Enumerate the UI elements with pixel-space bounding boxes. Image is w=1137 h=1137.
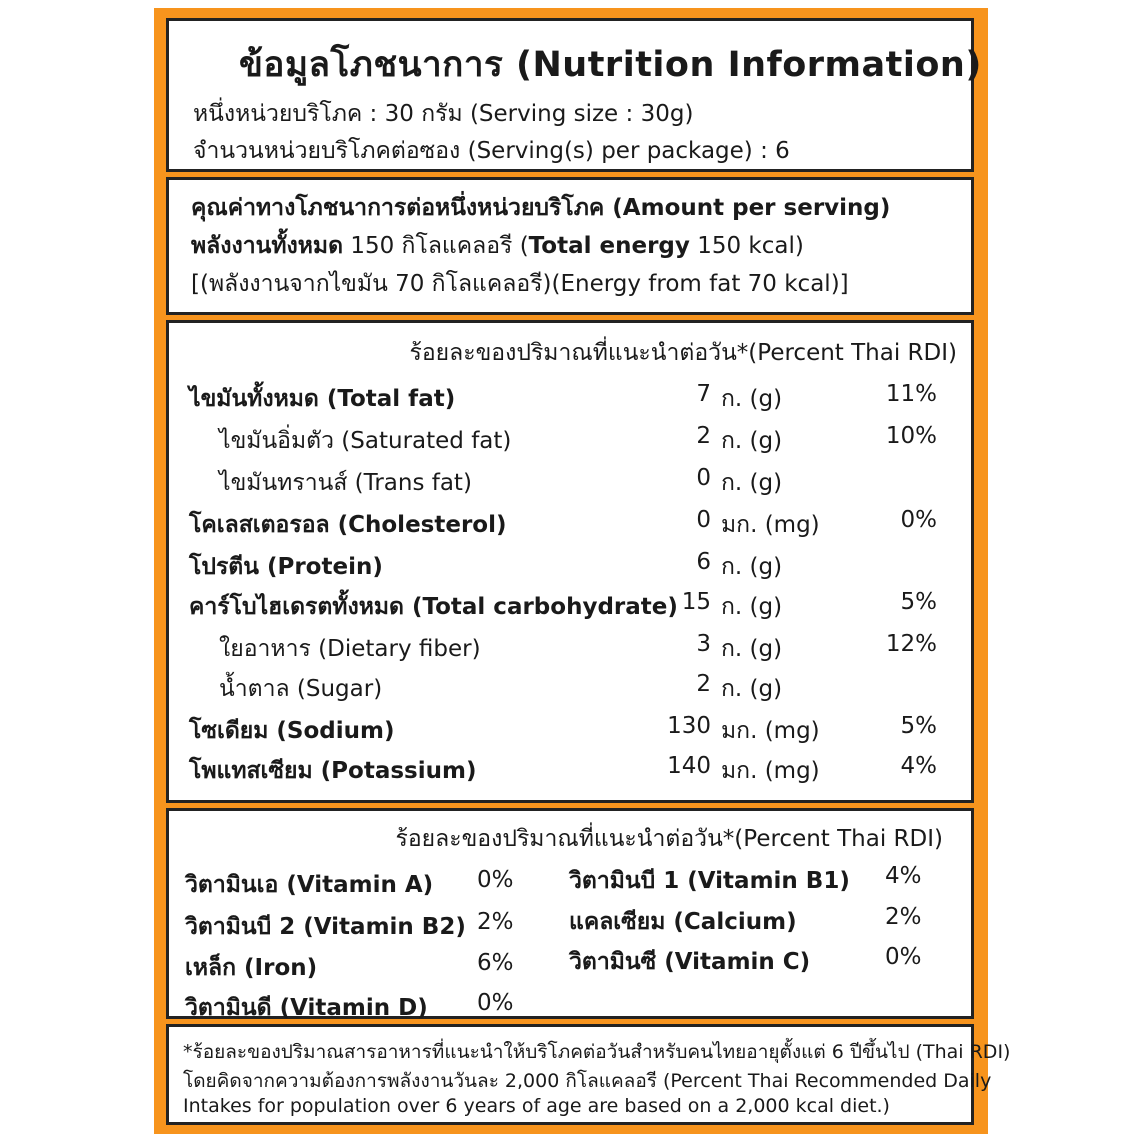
nutrient-label: ใยอาหาร (Dietary fiber) [219, 636, 481, 662]
vitamin-label: วิตามินเอ (Vitamin A) [185, 872, 434, 898]
energy-from-fat: [(พลังงานจากไขมัน 70 กิโลแคลอรี)(Energy from fat 70 kcal)] [191, 271, 849, 297]
rdi-header: ร้อยละของปริมาณที่แนะนำต่อวัน*(Percent Thai RDI) [395, 826, 943, 852]
servings-per-package: จำนวนหน่วยบริโภคต่อซอง (Serving(s) per package) : 6 [193, 138, 790, 164]
nutrient-unit: มก. (mg) [721, 512, 820, 538]
vitamin-label: แคลเซียม (Calcium) [569, 909, 797, 935]
nutrient-label: ไขมันทั้งหมด (Total fat) [189, 386, 456, 412]
vitamin-percent: 4% [885, 863, 922, 889]
nutrient-amount: 0 [696, 465, 711, 491]
vitamin-label: วิตามินดี (Vitamin D) [185, 995, 428, 1021]
total-energy-value-en: 150 kcal) [697, 233, 804, 259]
nutrient-amount: 6 [696, 549, 711, 575]
vitamin-label: วิตามินบี 1 (Vitamin B1) [569, 868, 850, 894]
nutrient-amount: 130 [667, 713, 711, 739]
nutrient-unit: มก. (mg) [721, 758, 820, 784]
total-energy-value-th: 150 กิโลแคลอรี ( [350, 233, 529, 259]
total-energy-label-th: พลังงานทั้งหมด [191, 233, 344, 259]
vitamin-label: เหล็ก (Iron) [185, 955, 318, 981]
nutrients-section [166, 320, 974, 803]
nutrient-unit: ก. (g) [721, 636, 783, 662]
nutrient-unit: ก. (g) [721, 676, 783, 702]
nutrient-unit: ก. (g) [721, 594, 783, 620]
nutrient-amount: 2 [696, 423, 711, 449]
footnote-section [166, 1024, 1011, 1125]
nutrient-amount: 3 [696, 631, 711, 657]
nutrient-percent: 4% [900, 753, 937, 779]
vitamin-percent: 6% [477, 950, 514, 976]
nutrition-label [166, 18, 1011, 1125]
page-title: ข้อมูลโภชนาการ (Nutrition Information) [239, 45, 982, 85]
nutrient-percent: 0% [900, 507, 937, 533]
vitamin-label: วิตามินซี (Vitamin C) [569, 949, 811, 975]
total-energy-label-en: Total energy [528, 233, 690, 259]
nutrient-amount: 140 [667, 753, 711, 779]
nutrient-amount: 0 [696, 507, 711, 533]
footnote-line: Intakes for population over 6 years of age are based on a 2,000 kcal diet.) [183, 1095, 890, 1117]
energy-section [166, 177, 974, 315]
nutrient-unit: ก. (g) [721, 428, 783, 454]
header-section [166, 18, 982, 172]
nutrient-label: โคเลสเตอรอล (Cholesterol) [189, 512, 507, 538]
nutrient-label: ไขมันทรานส์ (Trans fat) [219, 470, 472, 496]
total-energy [191, 228, 804, 264]
nutrient-amount: 7 [696, 381, 711, 407]
nutrient-unit: ก. (g) [721, 554, 783, 580]
vitamins-section [166, 808, 974, 1019]
nutrient-unit: มก. (mg) [721, 718, 820, 744]
nutrient-percent: 11% [885, 381, 937, 407]
nutrient-amount: 2 [696, 671, 711, 697]
footnote-line: โดยคิดจากความต้องการพลังงานวันละ 2,000 กิโลแคลอรี (Percent Thai Recommended Daily [183, 1070, 992, 1092]
nutrient-label: คาร์โบไฮเดรตทั้งหมด (Total carbohydrate) [189, 594, 678, 620]
nutrient-unit: ก. (g) [721, 470, 783, 496]
amount-per-serving: คุณค่าทางโภชนาการต่อหนึ่งหน่วยบริโภค (Amount per serving) [191, 195, 891, 221]
nutrient-label: โพแทสเซียม (Potassium) [189, 758, 477, 784]
nutrient-label: โซเดียม (Sodium) [189, 718, 395, 744]
vitamin-percent: 0% [885, 944, 922, 970]
nutrient-percent: 10% [885, 423, 937, 449]
nutrient-unit: ก. (g) [721, 386, 783, 412]
nutrient-percent: 5% [900, 713, 937, 739]
serving-size: หนึ่งหน่วยบริโภค : 30 กรัม (Serving size : 30g) [193, 101, 694, 127]
vitamin-percent: 0% [477, 867, 514, 893]
nutrient-percent: 12% [885, 631, 937, 657]
footnote-line: *ร้อยละของปริมาณสารอาหารที่แนะนำให้บริโภคต่อวันสำหรับคนไทยอายุตั้งแต่ 6 ปีขึ้นไป (Thai RDI) [183, 1041, 1011, 1063]
nutrient-label: ไขมันอิ่มตัว (Saturated fat) [219, 428, 512, 454]
rdi-header: ร้อยละของปริมาณที่แนะนำต่อวัน*(Percent Thai RDI) [409, 340, 957, 366]
nutrient-amount: 15 [681, 589, 711, 615]
vitamin-percent: 2% [885, 904, 922, 930]
nutrient-percent: 5% [900, 589, 937, 615]
vitamin-label: วิตามินบี 2 (Vitamin B2) [185, 914, 466, 940]
nutrient-label: น้ำตาล (Sugar) [219, 676, 383, 702]
vitamin-percent: 2% [477, 909, 514, 935]
vitamin-percent: 0% [477, 990, 514, 1016]
nutrient-label: โปรตีน (Protein) [189, 554, 383, 580]
